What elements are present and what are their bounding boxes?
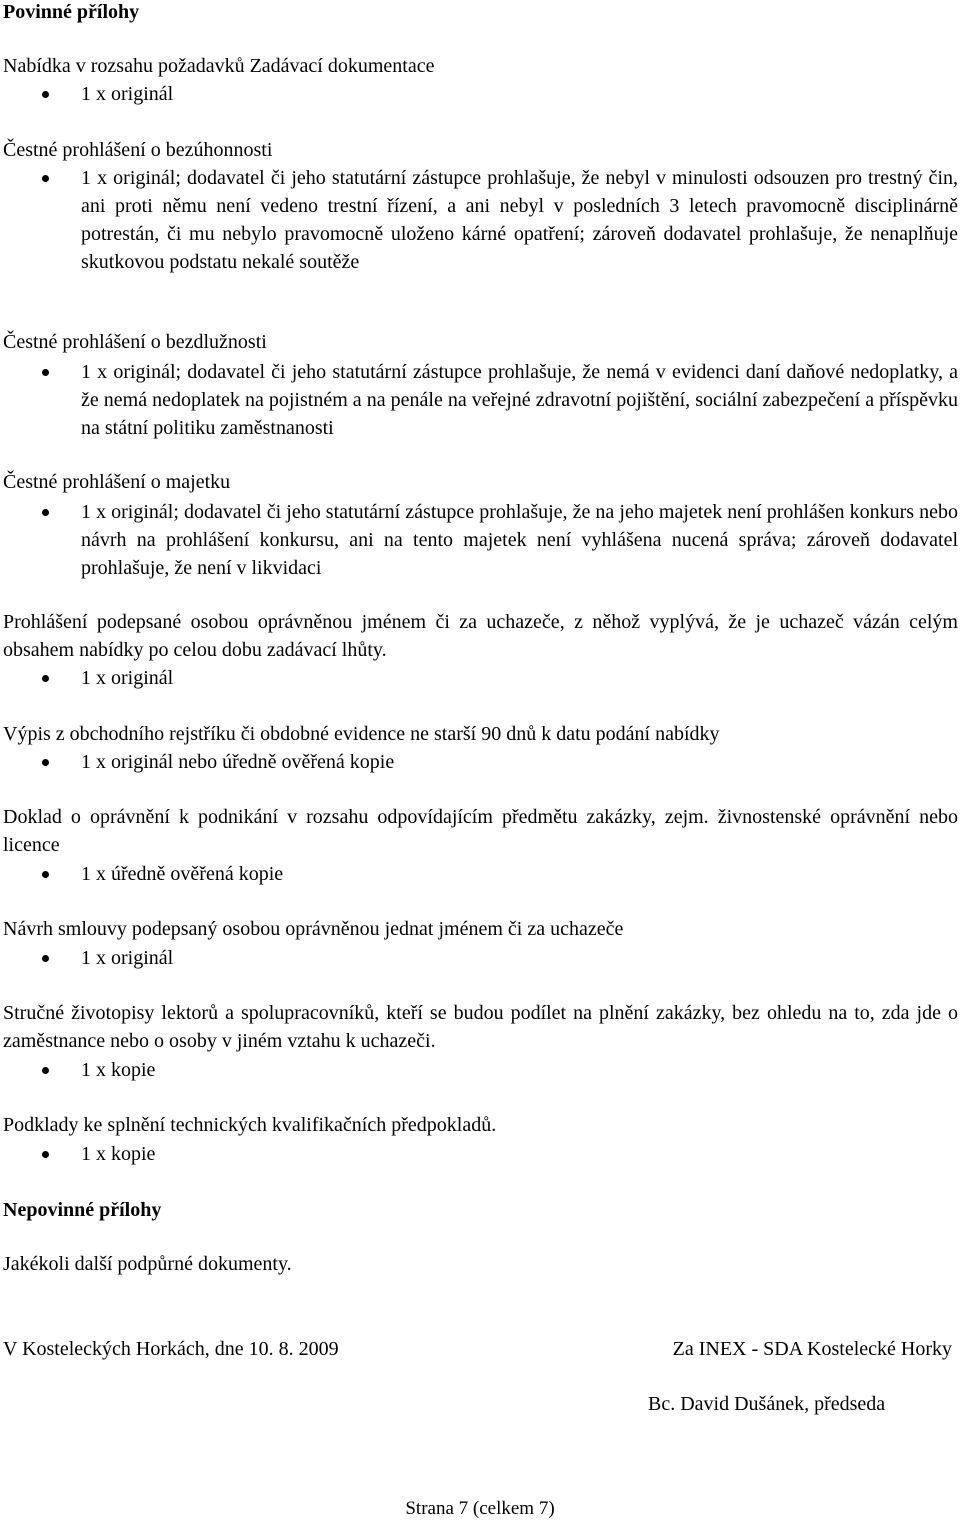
list-item: 1 x originál nebo úředně ověřená kopie bbox=[0, 748, 958, 776]
section-title: Čestné prohlášení o bezdlužnosti bbox=[3, 331, 267, 353]
section-title: Prohlášení podepsané osobou oprávněnou jménem či za uchazeče, z něhož vyplývá, že je uchazeč vázán celým obsahem nabídky po celou dobu zadávací lhůty. bbox=[3, 611, 958, 661]
bullet-list bbox=[0, 748, 958, 776]
list-item: 1 x originál bbox=[0, 664, 958, 692]
section-title: Stručné životopisy lektorů a spolupracovníků, kteří se budou podílet na plnění zakázky, bez ohledu na to, zda jde o zaměstnance nebo o osoby v jiném vztahu k uchazeči. bbox=[3, 1002, 958, 1052]
section-title: Návrh smlouvy podepsaný osobou oprávněnou jednat jménem či za uchazeče bbox=[3, 918, 624, 940]
list-item: 1 x úředně ověřená kopie bbox=[0, 860, 958, 888]
bullet-list bbox=[0, 80, 958, 108]
bullet-list bbox=[0, 164, 958, 276]
list-item: 1 x kopie bbox=[0, 1056, 958, 1084]
bullet-list bbox=[0, 1140, 958, 1168]
list-item: 1 x originál; dodavatel či jeho statutární zástupce prohlašuje, že nebyl v minulosti odsouzen pro trestný čin, ani proti němu není vedeno trestní řízení, a ani nebyl v posledních 3 letech pravomocně disciplinárně potrestán, či mu nebylo pravomocně uloženo kárné opatření; zároveň dodavatel prohlašuje, že nenaplňuje skutkovou podstatu nekalé soutěže bbox=[0, 164, 958, 276]
bullet-list bbox=[0, 860, 958, 888]
section-title: Čestné prohlášení o bezúhonnosti bbox=[3, 139, 273, 161]
list-item: 1 x originál bbox=[0, 944, 958, 972]
page-footer: Strana 7 (celkem 7) bbox=[405, 1498, 555, 1519]
bullet-list bbox=[0, 664, 958, 692]
bullet-list bbox=[0, 944, 958, 972]
section-title: Výpis z obchodního rejstříku či obdobné evidence ne starší 90 dnů k datu podání nabídky bbox=[3, 723, 720, 745]
section-title: Podklady ke splnění technických kvalifikačních předpokladů. bbox=[3, 1114, 497, 1136]
list-item: 1 x kopie bbox=[0, 1140, 958, 1168]
bullet-list bbox=[0, 358, 958, 442]
signatory-name: Bc. David Dušánek, předseda bbox=[648, 1393, 886, 1415]
bullet-list bbox=[0, 498, 958, 582]
heading-required-attachments: Povinné přílohy bbox=[3, 1, 140, 23]
list-item: 1 x originál bbox=[0, 80, 958, 108]
section-title: Doklad o oprávnění k podnikání v rozsahu odpovídajícím předmětu zakázky, zejm. živnostenské oprávnění nebo licence bbox=[3, 806, 958, 856]
bullet-list bbox=[0, 1056, 958, 1084]
heading-optional-attachments: Nepovinné přílohy bbox=[3, 1199, 162, 1221]
place-date: V Kosteleckých Horkách, dne 10. 8. 2009 bbox=[3, 1338, 339, 1360]
section-title: Čestné prohlášení o majetku bbox=[3, 471, 231, 493]
section-title: Nabídka v rozsahu požadavků Zadávací dokumentace bbox=[3, 55, 435, 77]
list-item: 1 x originál; dodavatel či jeho statutární zástupce prohlašuje, že na jeho majetek není prohlášen konkurs nebo návrh na prohlášení konkursu, ani na tento majetek není vyhlášena nucená správa; zároveň dodavatel prohlašuje, že není v likvidaci bbox=[0, 498, 958, 582]
list-item: 1 x originál; dodavatel či jeho statutární zástupce prohlašuje, že nemá v evidenci daní daňové nedoplatky, a že nemá nedoplatek na pojistném a na penále na veřejné zdravotní pojištění, sociální zabezpečení a příspěvku na státní politiku zaměstnanosti bbox=[0, 358, 958, 442]
optional-text: Jakékoli další podpůrné dokumenty. bbox=[3, 1253, 292, 1275]
signing-organization: Za INEX - SDA Kostelecké Horky bbox=[672, 1338, 952, 1360]
